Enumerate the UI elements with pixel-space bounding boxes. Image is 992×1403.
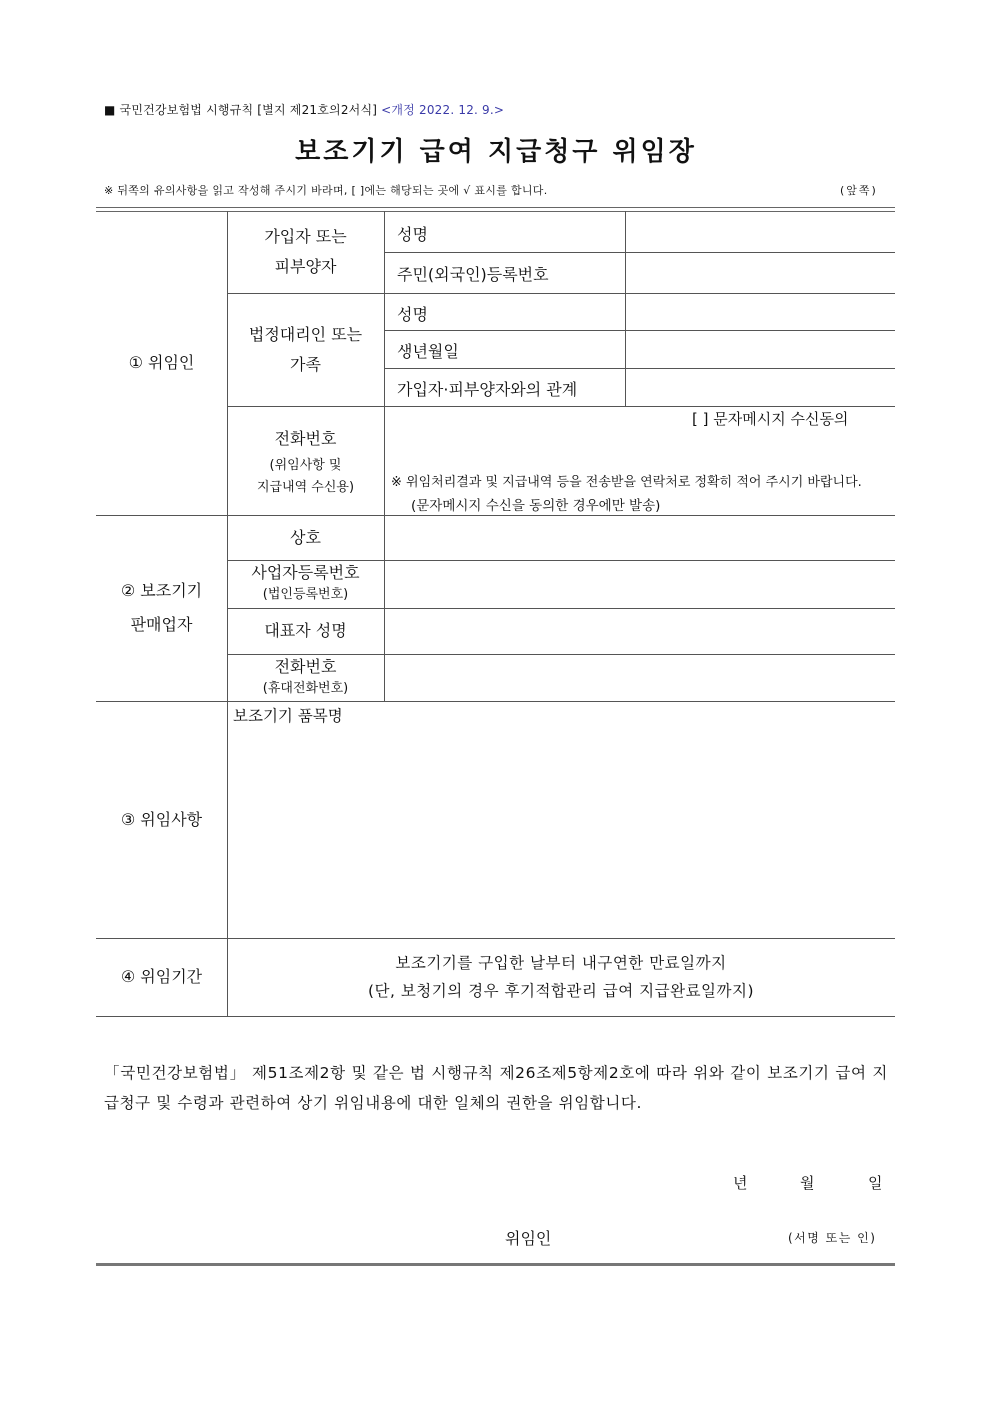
seller-phone-label: 전화번호 (휴대전화번호) (262, 656, 349, 696)
birth-date-label: 생년월일 (397, 342, 459, 361)
ceo-name-field[interactable] (385, 609, 894, 654)
top-rule (96, 207, 895, 208)
item-name-label: 보조기기 품목명 (233, 707, 343, 725)
delegation-period: 보조기기를 구입한 날부터 내구연한 만료일까지 (단, 보청기의 경우 후기적합관리 급여 지급완료일까지) (367, 954, 755, 1000)
revision-date: <개정 2022. 12. 9.> (381, 103, 505, 117)
delegation-statement: 「국민건강보험법」 제51조제2항 및 같은 법 시행규칙 제26조제5항제2호에 따라 위와 같이 보조기기 급여 지급청구 및 수령과 관련하여 상기 위임내용에 대한 일체의 권한을 위임합니다. (104, 1064, 888, 1112)
rep-name-field[interactable] (626, 294, 894, 330)
ceo-name-label: 대표자 성명 (264, 621, 347, 640)
subscriber-name-label: 성명 (397, 225, 428, 244)
page-title: 보조기기 급여 지급청구 위임장 (295, 137, 697, 167)
law-reference: ■ 국민건강보험법 시행규칙 [별지 제21호의2서식] (104, 103, 378, 117)
sms-consent-checkbox[interactable]: [ ] 문자메시지 수신동의 (692, 410, 849, 428)
subscriber-label: 가입자 또는 피부양자 (264, 227, 347, 276)
birth-date-field[interactable] (626, 331, 894, 368)
bottom-rule (96, 1263, 895, 1266)
date-month-field[interactable]: 월 (800, 1174, 815, 1192)
signature-label: 위임인 (505, 1229, 552, 1248)
phone-label: 전화번호 (위임사항 및 지급내역 수신용) (256, 428, 355, 495)
signature-name-field[interactable] (560, 1222, 770, 1250)
page-side-label: (앞쪽) (840, 184, 878, 197)
rep-name-label: 성명 (397, 305, 428, 324)
reg-no-field[interactable] (626, 253, 894, 293)
reg-no-label: 주민(외국인)등록번호 (397, 265, 549, 284)
form-reference (104, 101, 504, 118)
representative-label: 법정대리인 또는 가족 (248, 324, 363, 374)
company-name-label: 상호 (290, 527, 321, 547)
phone-note-sms: (문자메시지 수신을 동의한 경우에만 발송) (411, 498, 661, 514)
signature-stamp-field[interactable]: (서명 또는 인) (788, 1231, 877, 1245)
phone-note: ※ 위임처리결과 및 지급내역 등을 전송받을 연락처로 정확히 적어 주시기 바랍니다. (391, 475, 862, 490)
biz-reg-no-field[interactable] (385, 561, 894, 608)
date-year-field[interactable]: 년 (733, 1174, 748, 1192)
relation-field[interactable] (626, 369, 894, 406)
instruction-notice: ※ 뒤쪽의 유의사항을 읽고 작성해 주시기 바라며, [ ]에는 해당되는 곳에 √ 표시를 합니다. (104, 184, 548, 197)
section-delegator-label: ① 위임인 (128, 353, 195, 372)
date-day-field[interactable]: 일 (868, 1174, 883, 1192)
section-period-label: ④ 위임기간 (120, 967, 203, 986)
relation-label: 가입자·피부양자와의 관계 (397, 380, 578, 399)
biz-reg-no-label: 사업자등록번호 (법인등록번호) (251, 563, 360, 602)
section-delegation-label: ③ 위임사항 (120, 809, 203, 829)
seller-phone-field[interactable] (385, 655, 894, 701)
subscriber-name-field[interactable] (626, 212, 894, 252)
company-name-field[interactable] (385, 516, 894, 560)
item-name-field[interactable] (228, 728, 894, 937)
section-seller-label: ② 보조기기 판매업자 (120, 581, 203, 634)
